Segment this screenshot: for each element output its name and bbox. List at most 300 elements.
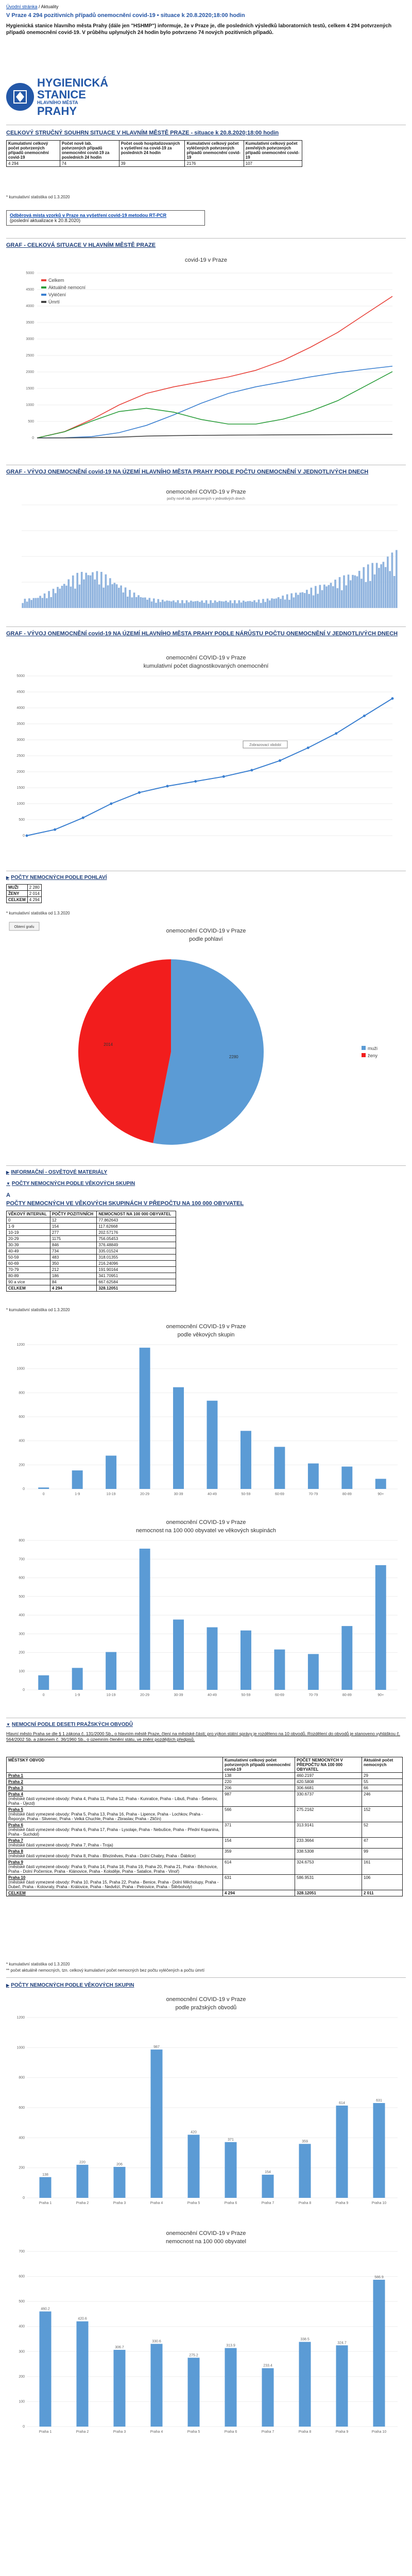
age-cell: 10-19 xyxy=(7,1230,50,1236)
daily-bar xyxy=(155,603,157,608)
graph3-inner-title: onemocnění COVID-19 v Praze xyxy=(166,655,246,661)
district-value-cell: 275.2162 xyxy=(295,1807,362,1822)
age-cell: 4 294 xyxy=(50,1285,97,1292)
daily-bar xyxy=(236,603,238,608)
gender-value-0: 2 280 xyxy=(27,885,41,891)
cumulative-point xyxy=(110,803,112,805)
bar-0 xyxy=(38,1675,49,1690)
triangle-down-icon: ▼ xyxy=(6,1722,10,1727)
daily-bar xyxy=(210,600,212,608)
cumulative-point xyxy=(26,835,28,837)
district-name: Praha 8 xyxy=(8,1849,23,1854)
daily-bar xyxy=(142,598,144,608)
bar-1-9 xyxy=(72,1470,83,1489)
y-tick-label: 500 xyxy=(28,420,34,423)
x-tick-label: 50-59 xyxy=(241,1493,251,1496)
daily-bar xyxy=(223,602,225,608)
age-cell: 756.05453 xyxy=(97,1236,176,1242)
district-name: Praha 2 xyxy=(8,1780,23,1784)
daily-bar xyxy=(199,602,201,608)
district-value-cell: 52 xyxy=(362,1822,403,1838)
daily-bar xyxy=(100,572,102,608)
chart-title: onemocnění COVID-19 v Praze xyxy=(166,1519,246,1526)
age-cell: 154 xyxy=(50,1224,97,1230)
bar-Praha 10 xyxy=(373,2280,385,2427)
daily-bar xyxy=(356,577,358,608)
age-cell: 318.01355 xyxy=(97,1255,176,1261)
testing-sites-link[interactable]: Odběrová místa vzorků v Praze na vyšetření covid-19 metodou RT-PCR xyxy=(10,213,167,218)
table-row xyxy=(7,1822,403,1838)
age-cell: 186 xyxy=(50,1273,97,1279)
daily-bar xyxy=(111,584,113,608)
age-cell: 117.62668 xyxy=(97,1224,176,1230)
daily-bar xyxy=(284,600,286,608)
daily-bar xyxy=(33,598,35,608)
daily-bar xyxy=(157,599,159,608)
daily-bar xyxy=(50,597,52,608)
district-description: (městské části vymezené obvody: Praha 7, Praha - Troja) xyxy=(8,1843,113,1848)
y-tick-label: 5000 xyxy=(16,674,25,678)
bar-40-49 xyxy=(207,1401,218,1489)
cumulative-point xyxy=(391,697,394,700)
daily-bar xyxy=(358,571,360,608)
daily-bar xyxy=(98,584,100,608)
x-tick-label: Praha 8 xyxy=(298,2201,312,2205)
daily-bar xyxy=(44,594,46,608)
daily-bar xyxy=(251,602,253,608)
district-note-2: ** počet aktuálně nemocných, tzn. celkový kumulativní počet nemocných bez počtu vyléčených a počtu úmrtí xyxy=(6,1968,205,1973)
annotation-label: Zobrazovací období xyxy=(249,743,281,747)
age-cell: 30-39 xyxy=(7,1242,50,1248)
legend-label: muži xyxy=(368,1046,378,1051)
series-line-Celkem xyxy=(37,296,392,438)
pie-title: onemocnění COVID-19 v Praze xyxy=(166,928,246,934)
district-name: Praha 6 xyxy=(8,1823,23,1827)
x-tick-label: 60-69 xyxy=(274,1493,284,1496)
daily-bar xyxy=(232,603,234,608)
prague-emblem-icon xyxy=(6,83,34,111)
district-name-cell xyxy=(7,1822,223,1838)
info-materials-toggle[interactable] xyxy=(6,1170,107,1175)
daily-bar xyxy=(234,600,236,608)
district-value-cell: 328.12051 xyxy=(295,1890,362,1896)
daily-bar xyxy=(387,556,389,608)
daily-bar xyxy=(348,574,350,608)
bar-value-label: 220 xyxy=(79,2160,85,2164)
district-name: Praha 9 xyxy=(8,1860,23,1865)
logo-line1: HYGIENICKÁ xyxy=(37,76,109,89)
age-title: POČTY NEMOCNÝCH VE VĚKOVÝCH SKUPINÁCH V PŘEPOČTU NA 100 000 OBYVATEL xyxy=(6,1200,244,1207)
age-header-0: VĚKOVÝ INTERVAL xyxy=(7,1211,50,1217)
daily-bar xyxy=(238,600,240,608)
x-tick-label: 40-49 xyxy=(208,1693,217,1697)
age-cell: 376.48849 xyxy=(97,1242,176,1248)
divider xyxy=(6,1977,406,1978)
daily-bar xyxy=(203,603,205,608)
daily-bar xyxy=(393,576,396,608)
gender-value-2: 4 294 xyxy=(27,897,41,903)
y-tick-label: 1200 xyxy=(16,2016,25,2020)
age-cell: 202.57176 xyxy=(97,1230,176,1236)
daily-bar xyxy=(28,598,30,608)
y-tick-label: 400 xyxy=(19,1439,25,1443)
table-row xyxy=(7,1224,176,1230)
y-tick-label: 2500 xyxy=(16,754,25,758)
bar-Praha 3 xyxy=(113,2350,125,2427)
triangle-right-icon: ▶ xyxy=(6,1170,10,1175)
x-tick-label: Praha 5 xyxy=(187,2430,200,2434)
bar-value-label: 460.2 xyxy=(41,2307,50,2311)
bar-Praha 4 xyxy=(150,2049,162,2198)
bar-value-label: 330.6 xyxy=(152,2340,161,2344)
age-cell: 216.24096 xyxy=(97,1261,176,1267)
graph2-inner-title: onemocnění COVID-19 v Praze xyxy=(166,489,246,495)
graph3-title: GRAF - VÝVOJ ONEMOCNĚNÍ covid-19 NA ÚZEMÍ HLAVNÍHO MĚSTA PRAHY PODLE NÁRŮSTU POČTU ONEMOCNĚNÍ V JEDNOTLIVÝCH DNECH xyxy=(6,631,398,637)
bar-value-label: 371 xyxy=(228,2138,234,2142)
daily-bar xyxy=(162,600,164,608)
breadcrumb-home-link[interactable]: Úvodní stránka xyxy=(6,4,38,9)
testing-sites-box xyxy=(6,210,205,226)
age-cell: 1175 xyxy=(50,1236,97,1242)
daily-bar xyxy=(269,600,271,608)
gender-note: * kumulativní statistika od 1.3.2020 xyxy=(6,911,70,916)
district-value-cell: 47 xyxy=(362,1838,403,1849)
age-cell: 60-69 xyxy=(7,1261,50,1267)
summary-header-2: Počet osob hospitalizovaných s vyšetření na covid-19 za posledních 24 hodin xyxy=(119,141,185,161)
x-tick-label: Praha 6 xyxy=(224,2430,237,2434)
daily-bar xyxy=(378,568,380,608)
daily-bar xyxy=(65,586,67,608)
age-groups-toggle-2[interactable] xyxy=(6,1982,134,1988)
district-value-cell: 161 xyxy=(362,1859,403,1875)
district-value-cell: 614 xyxy=(223,1859,295,1875)
district-value-cell: 99 xyxy=(362,1849,403,1859)
table-row xyxy=(7,1285,176,1292)
table-row xyxy=(7,1242,176,1248)
x-tick-label: Praha 1 xyxy=(39,2430,52,2434)
table-row xyxy=(7,1807,403,1822)
daily-bar xyxy=(264,602,266,608)
bar-30-39 xyxy=(173,1620,184,1690)
daily-bar xyxy=(255,602,258,608)
daily-bar xyxy=(94,580,96,608)
district-name-cell xyxy=(7,1779,223,1785)
daily-bar xyxy=(299,592,301,608)
daily-bar xyxy=(173,600,175,608)
y-tick-label: 400 xyxy=(19,2136,25,2140)
daily-bar xyxy=(135,597,138,608)
daily-bar xyxy=(195,601,197,608)
age-rate-bar-chart xyxy=(6,1515,406,1705)
daily-bar xyxy=(276,599,278,608)
age-cell: 1-9 xyxy=(7,1224,50,1230)
district-value-cell: 138 xyxy=(223,1773,295,1779)
daily-bar xyxy=(354,575,356,608)
x-tick-label: 50-59 xyxy=(241,1693,251,1697)
daily-bar xyxy=(367,565,369,608)
y-tick-label: 0 xyxy=(23,2425,25,2429)
daily-bar xyxy=(369,581,371,608)
pie-slice-ženy xyxy=(78,959,171,1143)
bar-Praha 1 xyxy=(39,2311,51,2427)
chart-subtitle: podle pražských obvodů xyxy=(175,2005,237,2011)
daily-bar xyxy=(114,583,116,608)
y-tick-label: 1500 xyxy=(16,786,25,790)
daily-bar xyxy=(41,598,43,608)
cumulative-point xyxy=(138,791,141,794)
age-note: * kumulativní statistika od 1.3.2020 xyxy=(6,1308,70,1312)
daily-bar xyxy=(229,600,231,608)
daily-bar xyxy=(140,597,142,608)
x-tick-label: 40-49 xyxy=(208,1493,217,1496)
daily-bar xyxy=(271,598,273,608)
daily-bar xyxy=(72,575,74,608)
district-name-cell xyxy=(7,1875,223,1890)
y-tick-label: 0 xyxy=(23,834,25,838)
x-tick-label: 30-39 xyxy=(174,1493,183,1496)
chart-title: onemocnění COVID-19 v Praze xyxy=(166,1324,246,1330)
daily-bar xyxy=(350,580,352,608)
age-cell: 0 xyxy=(7,1217,50,1224)
daily-bar xyxy=(188,602,190,608)
y-tick-label: 700 xyxy=(19,1557,25,1562)
age-cell: 90 a více xyxy=(7,1279,50,1285)
district-value-cell: 338.5308 xyxy=(295,1849,362,1859)
pie-label: 2280 xyxy=(229,1054,238,1059)
bar-50-59 xyxy=(241,1431,251,1489)
table-row xyxy=(7,1279,176,1285)
daily-bar xyxy=(125,587,127,608)
table-row xyxy=(7,1779,403,1785)
x-tick-label: 0 xyxy=(42,1693,45,1697)
daily-bar xyxy=(118,588,120,608)
daily-bar xyxy=(304,593,306,608)
daily-bar xyxy=(374,574,376,608)
daily-bar xyxy=(181,600,183,608)
daily-bar xyxy=(57,587,59,608)
y-tick-label: 200 xyxy=(19,1651,25,1655)
daily-bar xyxy=(345,585,347,608)
daily-bar xyxy=(127,597,129,608)
x-tick-label: Praha 5 xyxy=(187,2201,200,2205)
daily-bar xyxy=(273,599,275,608)
summary-title: CELKOVÝ STRUČNÝ SOUHRN SITUACE V HLAVNÍM MĚSTĚ PRAZE - situace k 20.8.2020;18:00 hodin xyxy=(6,130,279,136)
gender-toggle[interactable] xyxy=(6,875,107,880)
total-situation-line-chart xyxy=(6,252,406,459)
daily-bar xyxy=(247,601,249,608)
table-row xyxy=(7,1248,176,1255)
daily-bar xyxy=(144,598,146,608)
bar-10-19 xyxy=(106,1652,116,1690)
bar-10-19 xyxy=(106,1455,116,1489)
divider xyxy=(6,1165,406,1166)
bar-Praha 7 xyxy=(262,2175,273,2198)
y-tick-label: 200 xyxy=(19,2166,25,2170)
daily-bar xyxy=(302,592,304,608)
table-row xyxy=(7,1273,176,1279)
daily-bar xyxy=(107,585,109,608)
daily-bar xyxy=(37,598,39,608)
x-tick-label: 80-89 xyxy=(342,1693,352,1697)
x-tick-label: Praha 4 xyxy=(150,2201,163,2205)
daily-bar xyxy=(59,589,61,608)
daily-bar xyxy=(336,588,338,608)
divider xyxy=(6,238,406,239)
y-tick-label: 4500 xyxy=(26,288,34,292)
age-groups-toggle[interactable] xyxy=(6,1181,135,1187)
table-row xyxy=(7,1773,403,1779)
district-header-3: Aktuálně počet nemocných xyxy=(362,1757,403,1773)
chart-subtitle: podle věkových skupin xyxy=(177,1332,235,1338)
summary-header-3: Kumulativní celkový počet vyléčených potvrzených případů onemocnění covid-19 xyxy=(185,141,244,161)
daily-bar xyxy=(371,563,373,608)
legend-label: Aktuálně nemocní xyxy=(48,285,86,290)
daily-bar xyxy=(183,603,185,608)
district-description: (městské části vymezené obvody: Praha 8, Praha - Březiněves, Praha - Dolní Chabry, Praha - Ďáblice) xyxy=(8,1854,196,1858)
district-name: Praha 5 xyxy=(8,1807,23,1812)
bar-Praha 2 xyxy=(76,2165,88,2198)
daily-bar xyxy=(30,600,32,608)
y-tick-label: 800 xyxy=(19,1391,25,1395)
bar-value-label: 338.5 xyxy=(300,2337,310,2342)
x-tick-label: Praha 2 xyxy=(76,2201,89,2205)
age-cell: 12 xyxy=(50,1217,97,1224)
intro-paragraph: Hygienická stanice hlavního města Prahy (dále jen "HSHMP") informuje, že v Praze je, dle posledních výsledků laboratorních testů, celkem 4 294 potvrzených případů onemocnění covid-19. V průběhu uplynulých 24 hodin bylo potvrzeno 74 nových pozitivních případů. xyxy=(6,23,392,36)
daily-bar xyxy=(90,575,92,608)
graph1-title: GRAF - CELKOVÁ SITUACE V HLAVNÍM MĚSTĚ PRAZE xyxy=(6,242,156,248)
table-row xyxy=(7,1859,403,1875)
bar-70-79 xyxy=(308,1464,319,1489)
daily-bar xyxy=(22,603,24,608)
summary-value-4: 107 xyxy=(244,161,302,167)
breadcrumb-current: Aktuality xyxy=(41,4,59,9)
table-row xyxy=(7,1255,176,1261)
daily-bar xyxy=(391,552,393,608)
chart-reset-button-label: Obtení grafu xyxy=(14,925,35,929)
age-cell: 212 xyxy=(50,1267,97,1273)
age-cell: 40-49 xyxy=(7,1248,50,1255)
y-tick-label: 300 xyxy=(19,1632,25,1636)
bar-60-69 xyxy=(274,1650,285,1690)
bar-value-label: 987 xyxy=(153,2045,160,2049)
bar-Praha 3 xyxy=(113,2167,125,2198)
cumulative-cases-line-chart xyxy=(6,650,406,861)
y-tick-label: 500 xyxy=(19,1595,25,1599)
daily-bar xyxy=(260,603,262,608)
daily-bar xyxy=(168,601,170,608)
daily-bar xyxy=(317,594,319,608)
age-cell: 277 xyxy=(50,1230,97,1236)
district-value-cell: 55 xyxy=(362,1779,403,1785)
bar-value-label: 586.9 xyxy=(374,2275,384,2279)
district-value-cell: 2 011 xyxy=(362,1890,403,1896)
y-tick-label: 200 xyxy=(19,2375,25,2379)
district-value-cell: 4 294 xyxy=(223,1890,295,1896)
age-header-1: POČTY POZITIVNÍCH xyxy=(50,1211,97,1217)
daily-bar xyxy=(293,598,295,608)
bar-value-label: 306.7 xyxy=(115,2346,124,2350)
y-tick-label: 1000 xyxy=(16,2046,25,2050)
daily-bar xyxy=(311,588,313,608)
chart-subtitle: nemocnost na 100 000 obyvatel ve věkových skupinách xyxy=(135,1528,277,1534)
daily-bar xyxy=(179,603,181,608)
daily-bar xyxy=(267,599,269,608)
district-value-cell: 631 xyxy=(223,1875,295,1890)
age-cell: 483 xyxy=(50,1255,97,1261)
y-tick-label: 0 xyxy=(23,2196,25,2200)
legend-swatch xyxy=(362,1053,366,1057)
y-tick-label: 1000 xyxy=(16,802,25,806)
daily-bar xyxy=(186,600,188,608)
district-name-cell xyxy=(7,1773,223,1779)
district-description: (městské části vymezené obvody: Praha 5, Praha 13, Praha 16, Praha - Lipence, Praha - Lochkov, Praha - Řeporyje, Praha - Slivenec, Praha - Velká Chuchle, Praha - Zbraslav, Praha - Zličín) xyxy=(8,1812,203,1821)
x-tick-label: Praha 1 xyxy=(39,2201,52,2205)
y-tick-label: 5000 xyxy=(26,272,34,275)
chart-subtitle: nemocnost na 100 000 obyvatel xyxy=(166,2239,246,2245)
district-toggle[interactable] xyxy=(6,1722,133,1727)
bar-Praha 2 xyxy=(76,2321,88,2427)
district-name-cell xyxy=(7,1859,223,1875)
bar-Praha 5 xyxy=(187,2135,199,2198)
daily-bar xyxy=(389,571,391,608)
cumulative-point xyxy=(363,715,366,717)
summary-value-0: 4 294 xyxy=(7,161,60,167)
legend-swatch xyxy=(41,286,46,289)
y-tick-label: 4000 xyxy=(16,706,25,710)
bar-Praha 1 xyxy=(39,2177,51,2198)
y-tick-label: 2500 xyxy=(26,354,34,358)
bar-70-79 xyxy=(308,1654,319,1690)
daily-bar xyxy=(205,600,208,608)
summary-value-2: 39 xyxy=(119,161,185,167)
daily-bar xyxy=(227,602,229,608)
district-header-0: MĚSTSKÝ OBVOD xyxy=(7,1757,223,1773)
x-tick-label: Praha 6 xyxy=(224,2201,237,2205)
bar-value-label: 420.6 xyxy=(78,2317,87,2321)
x-tick-label: 10-19 xyxy=(106,1493,116,1496)
breadcrumb xyxy=(6,4,59,9)
legend-label: ženy xyxy=(368,1053,378,1058)
graph2-inner-subtitle: počty nově lab. potvrzených v jednotlivých dnech xyxy=(167,497,245,501)
triangle-right-icon: ▶ xyxy=(6,1983,10,1988)
district-name-cell xyxy=(7,1838,223,1849)
y-tick-label: 600 xyxy=(19,2106,25,2110)
bar-Praha 5 xyxy=(187,2358,199,2427)
daily-bar xyxy=(282,596,284,608)
daily-bar xyxy=(83,580,85,608)
cumulative-point xyxy=(279,759,281,762)
daily-bar xyxy=(109,578,111,608)
district-value-cell: 566 xyxy=(223,1807,295,1822)
age-cell: 350 xyxy=(50,1261,97,1267)
y-tick-label: 3500 xyxy=(26,321,34,325)
district-value-cell: 66 xyxy=(362,1785,403,1791)
daily-bar xyxy=(352,575,354,608)
table-row xyxy=(7,1849,403,1859)
bar-value-label: 138 xyxy=(42,2173,48,2177)
bar-Praha 6 xyxy=(225,2348,236,2427)
bar-20-29 xyxy=(140,1348,150,1489)
daily-bar xyxy=(133,592,135,608)
district-value-cell: 106 xyxy=(362,1875,403,1890)
legend-swatch xyxy=(41,301,46,303)
district-header-1: Kumulativní celkový počet potvrzených případů onemocnění covid-19 xyxy=(223,1757,295,1773)
daily-bar xyxy=(313,596,315,608)
cumulative-point xyxy=(335,732,337,735)
daily-bar xyxy=(297,595,299,608)
daily-bar xyxy=(216,602,218,608)
table-row xyxy=(7,1236,176,1242)
